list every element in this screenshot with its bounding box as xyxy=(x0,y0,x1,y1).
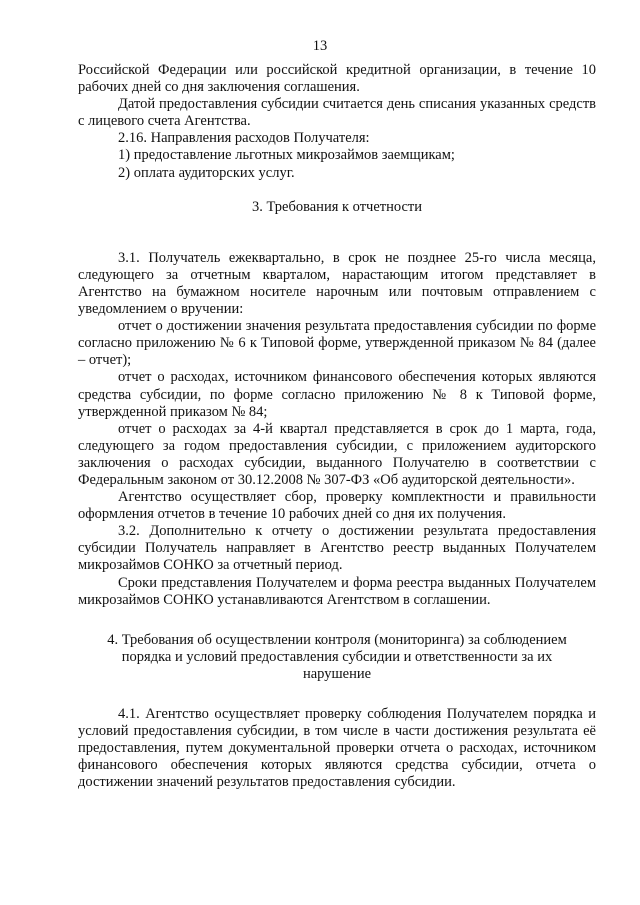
paragraph-2-16: 2.16. Направления расходов Получателя: xyxy=(118,130,370,147)
spacer xyxy=(78,683,596,700)
section-heading-3: 3. Требования к отчетности xyxy=(251,198,423,215)
paragraph-3-1: 3.1. Получатель ежеквартально, в срок не позднее 25-го числа месяца, следующего за отчетным кварталом, нарастающим итогом представляет в Агентство на бумажном носителе нарочным или почтовым отправлением с уведомлением о вручении: xyxy=(78,249,596,318)
section-heading-4: 4. Требования об осуществлении контроля (мониторинга) за соблюдением порядка и условий предоставления субсидии и ответственности за их нарушение xyxy=(107,631,567,682)
paragraph-subsidy-date: Датой предоставления субсидии считается день списания указанных средств с лицевого счета Агентства. xyxy=(78,96,596,130)
paragraph-agency-check: Агентство осуществляет сбор, проверку комплектности и правильности оформления отчетов в течение 10 рабочих дней со дня их получения. xyxy=(78,489,596,523)
spacer xyxy=(78,609,596,626)
paragraph-report-q4: отчет о расходах за 4-й квартал представляется в срок до 1 марта, года, следующего за годом предоставления субсидии, с приложением аудиторского заключения о расходах субсидии, выданного Получателю в соответствии с Федеральным законом от 30.12.2008 № 307-ФЗ «Об аудиторской деятельности». xyxy=(78,420,596,488)
paragraph-continuation: Российской Федерации или российской кредитной организации, в течение 10 рабочих дней со дня заключения соглашения. xyxy=(78,62,596,96)
paragraph-registry-terms: Сроки представления Получателем и форма реестра выданных Получателем микрозаймов СОНКО устанавливаются Агентством в соглашении. xyxy=(78,574,596,608)
list-item-2: 2) оплата аудиторских услуг. xyxy=(118,164,295,181)
paragraph-4-1: 4.1. Агентство осуществляет проверку соблюдения Получателем порядка и условий предоставления субсидии, в том числе в части достижения результата её предоставления, путем документальной проверки отчета о расходах, источником финансового обеспечения которых являются средства субсидии, отчета о достижении значений результатов предоставления субсидии. xyxy=(78,706,596,791)
spacer xyxy=(78,233,596,250)
paragraph-report-result: отчет о достижении значения результата предоставления субсидии по форме согласно приложению № 6 к Типовой форме, утвержденной приказом № 84 (далее – отчет); xyxy=(78,318,596,369)
document-body xyxy=(78,62,596,791)
spacer xyxy=(78,216,596,233)
page-number: 13 xyxy=(312,38,328,54)
paragraph-report-expenses: отчет о расходах, источником финансового обеспечения которых являются средства субсидии, по форме согласно приложению № 8 к Типовой форме, утвержденной приказом № 84; xyxy=(78,369,596,420)
paragraph-3-2: 3.2. Дополнительно к отчету о достижении результата предоставления субсидии Получатель направляет в Агентство реестр выданных Получателем микрозаймов СОНКО за отчетный период. xyxy=(78,523,596,574)
spacer xyxy=(78,182,596,199)
list-item-1: 1) предоставление льготных микрозаймов заемщикам; xyxy=(118,147,455,164)
